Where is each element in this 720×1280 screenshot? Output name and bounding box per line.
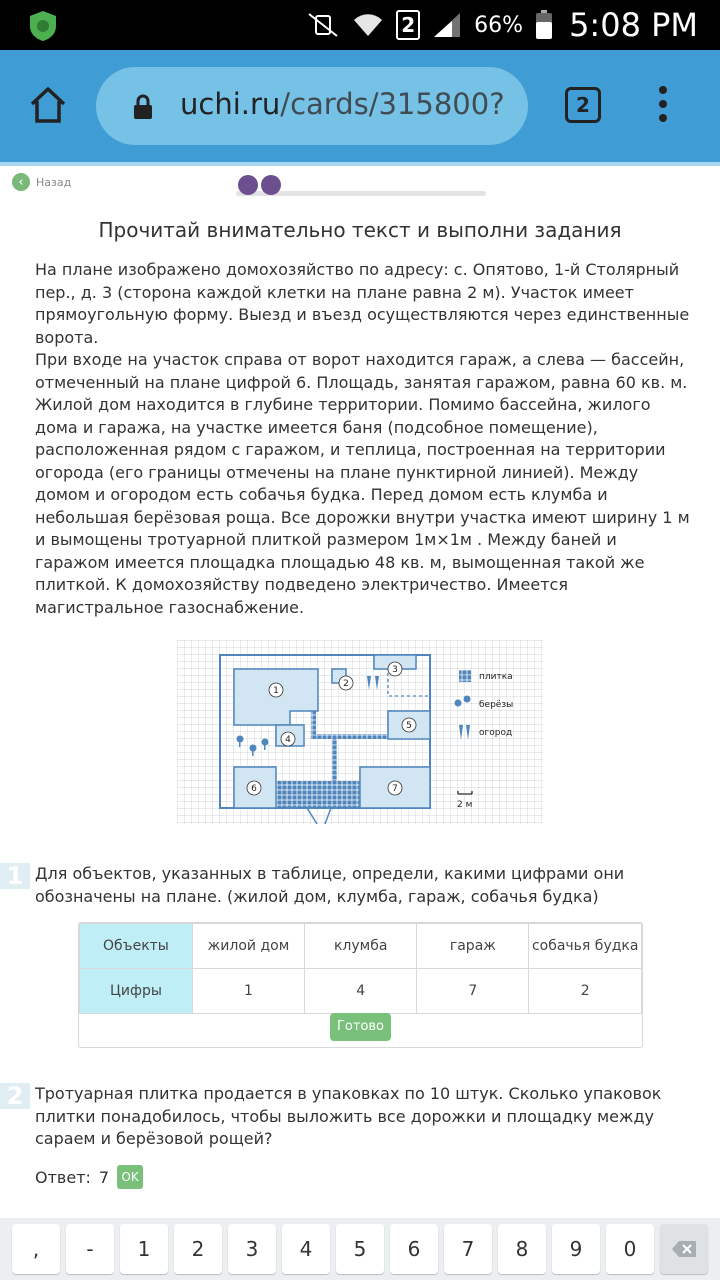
- key-5[interactable]: 5: [336, 1224, 384, 1274]
- progress-dot[interactable]: [261, 175, 281, 195]
- url-text: [180, 87, 505, 121]
- plan-number-6: 6: [251, 784, 257, 794]
- page-title: Прочитай внимательно текст и выполни задания: [98, 218, 622, 242]
- key-2[interactable]: 2: [174, 1224, 222, 1274]
- url-path: /cards/315800?: [280, 87, 505, 121]
- back-label: Назад: [36, 175, 72, 189]
- table-header-objects: Объекты: [80, 924, 193, 969]
- legend-garden: огород: [479, 728, 513, 738]
- toolbar-shadow-line: [0, 162, 720, 166]
- overflow-menu-icon[interactable]: [656, 86, 670, 126]
- progress-dot[interactable]: [238, 175, 258, 195]
- question-2-text: Тротуарная плитка продается в упаковках по 10 штук. Сколько упаковок плитки понадобилось, чтобы выложить все дорожки и площадку между сараем и берёзовой рощей?: [35, 1084, 662, 1148]
- question-number: 1: [0, 863, 30, 889]
- key-6[interactable]: 6: [390, 1224, 438, 1274]
- key-3[interactable]: 3: [228, 1224, 276, 1274]
- battery-percent: 66%: [474, 12, 524, 38]
- answer-label: Ответ:: [35, 1167, 91, 1187]
- backspace-icon: [671, 1240, 697, 1258]
- back-link[interactable]: [12, 173, 71, 191]
- plan-number-2: 2: [343, 679, 349, 689]
- ok-button[interactable]: OK: [117, 1165, 143, 1189]
- sim-badge: 2: [396, 10, 420, 40]
- lock-icon: [132, 94, 154, 120]
- table-cell-digit-input[interactable]: 1: [192, 969, 304, 1014]
- table-cell-digit-input[interactable]: 7: [417, 969, 529, 1014]
- tab-switcher-button[interactable]: 2: [565, 87, 601, 123]
- plan-number-4: 4: [285, 735, 291, 745]
- cell-signal-icon: [432, 11, 462, 39]
- plan-number-7: 7: [392, 784, 398, 794]
- table-cell-digit-input[interactable]: 2: [529, 969, 642, 1014]
- status-bar: [0, 0, 720, 50]
- table-header-digits: Цифры: [80, 969, 193, 1014]
- battery-icon: [535, 10, 553, 40]
- key-7[interactable]: 7: [444, 1224, 492, 1274]
- plan-number-3: 3: [392, 665, 398, 675]
- url-host: uchi.ru: [180, 87, 281, 121]
- answer-row: [35, 1165, 143, 1189]
- plot-plan: [177, 640, 543, 824]
- task-text: [35, 259, 690, 619]
- table-cell-object: клумба: [305, 924, 417, 969]
- table-cell-object: жилой дом: [192, 924, 304, 969]
- numeric-keyboard: [0, 1218, 720, 1280]
- address-bar[interactable]: [96, 67, 528, 145]
- scale-label: 2 м: [457, 800, 473, 810]
- key-minus[interactable]: -: [66, 1224, 114, 1274]
- wifi-icon: [352, 12, 384, 38]
- key-9[interactable]: 9: [552, 1224, 600, 1274]
- key-4[interactable]: 4: [282, 1224, 330, 1274]
- question-1-text: Для объектов, указанных в таблице, определи, какими цифрами они обозначены на плане. (жилой дом, клумба, гараж, собачья будка): [35, 864, 625, 906]
- table-cell-digit-input[interactable]: 4: [305, 969, 417, 1014]
- key-comma[interactable]: ,: [12, 1224, 60, 1274]
- plan-number-1: 1: [273, 686, 279, 696]
- key-1[interactable]: 1: [120, 1224, 168, 1274]
- question-number: 2: [0, 1083, 30, 1109]
- plan-number-5: 5: [406, 721, 412, 731]
- app-shield-icon: [26, 9, 60, 43]
- legend-birches: берёзы: [479, 700, 514, 710]
- clock: 5:08 PM: [569, 6, 698, 44]
- key-8[interactable]: 8: [498, 1224, 546, 1274]
- answer-input[interactable]: 7: [98, 1167, 110, 1187]
- home-icon[interactable]: [28, 85, 68, 125]
- mute-vibrate-icon: [306, 12, 340, 38]
- legend-tiles: плитка: [479, 672, 513, 682]
- done-button[interactable]: Готово: [330, 1013, 391, 1041]
- task-paragraph: При входе на участок справа от ворот находится гараж, а слева — бассейн, отмеченный на плане цифрой 6. Площадь, занятая гаражом, равна 60 кв. м. Жилой дом находится в глубине территории. Помимо бассейна, жилого дома и гаража, на участке имеется баня (подсобное помещение), расположенная рядом с гаражом, и теплица, построенная на территории огорода (его границы отмечены на плане пунктирной линией). Между домом и огородом есть собачья будка. Перед домом есть клумба и небольшая берёзовая роща. Все дорожки внутри участка имеют ширину 1 м и вымощены тротуарной плиткой размером 1м×1м . Между баней и гаражом имеется площадка площадью 48 кв. м, вымощенная такой же плиткой. К домохозяйству подведено электричество. Имеется магистральное газоснабжение.: [35, 350, 690, 617]
- backspace-key[interactable]: [660, 1224, 708, 1274]
- task-paragraph: На плане изображено домохозяйство по адресу: с. Опятово, 1-й Столярный пер., д. 3 (сторона каждой клетки на плане равна 2 м). Участок имеет прямоугольную форму. Выезд и въезд осуществляются через единственные ворота.: [35, 260, 690, 347]
- back-arrow-icon: ‹: [12, 173, 30, 191]
- browser-toolbar: [0, 50, 720, 162]
- table-cell-object: гараж: [417, 924, 529, 969]
- table-cell-object: собачья будка: [529, 924, 642, 969]
- key-0[interactable]: 0: [606, 1224, 654, 1274]
